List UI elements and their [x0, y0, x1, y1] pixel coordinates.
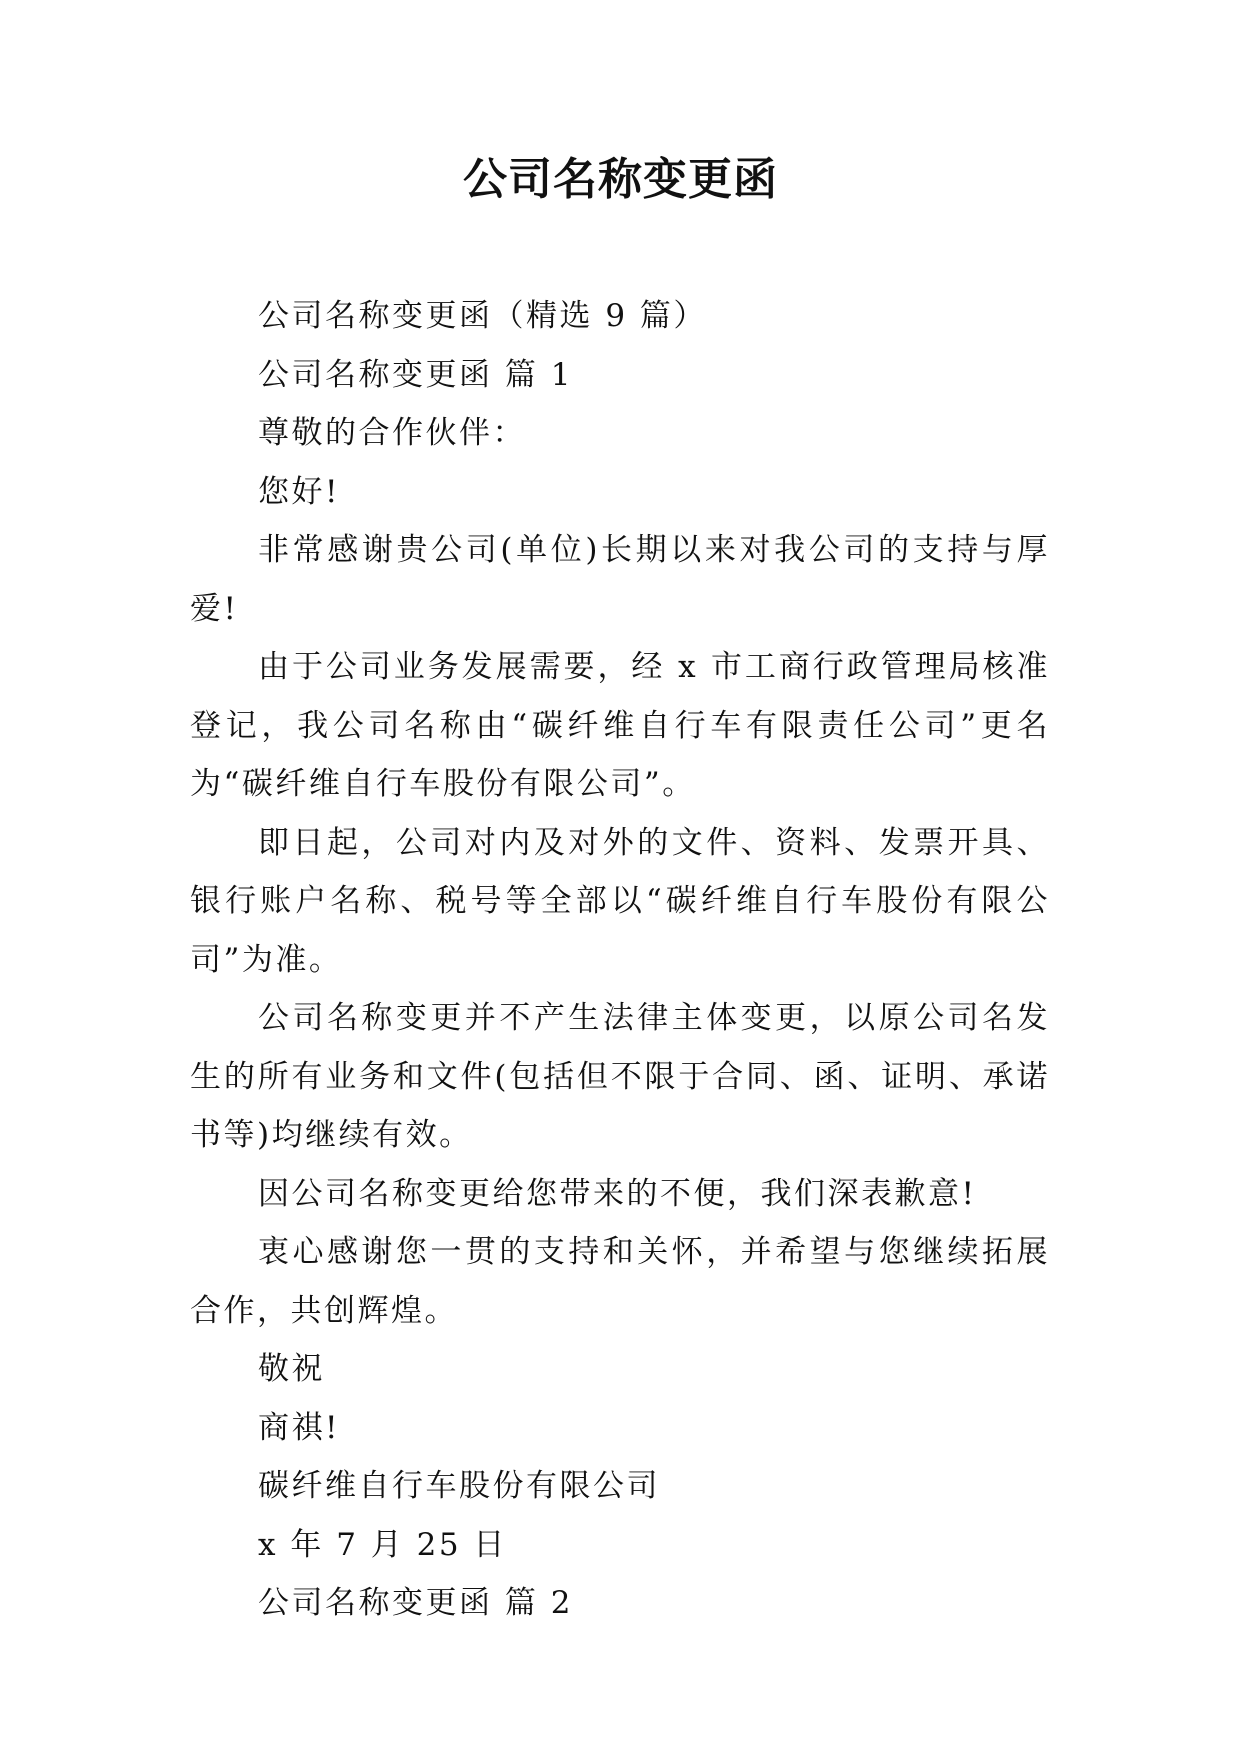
body-paragraph: 公司名称变更并不产生法律主体变更，以原公司名发生的所有业务和文件(包括但不限于合同、函、证明、承诺书等)均继续有效。	[190, 1000, 1050, 1153]
body-paragraph: 衷心感谢您一贯的支持和关怀，并希望与您继续拓展合作，共创辉煌。	[190, 1234, 1050, 1329]
section-heading: 公司名称变更函 篇 1	[258, 356, 573, 393]
signature-date: x 年 7 月 25 日	[258, 1526, 507, 1563]
body-paragraph: 由于公司业务发展需要，经 x 市工商行政管理局核准登记，我公司名称由“碳纤维自行车有限责任公司”更名为“碳纤维自行车股份有限公司”。	[190, 649, 1050, 802]
body-paragraph: 即日起，公司对内及对外的文件、资料、发票开具、银行账户名称、税号等全部以“碳纤维自行车股份有限公司”为准。	[190, 824, 1050, 978]
doc-subtitle: 公司名称变更函（精选 9 篇）	[258, 298, 707, 334]
section-heading: 公司名称变更函 篇 2	[258, 1585, 573, 1621]
signature-company: 碳纤维自行车股份有限公司	[258, 1468, 660, 1504]
closing: 敬祝	[258, 1351, 325, 1387]
salutation: 尊敬的合作伙伴：	[258, 415, 526, 451]
body-paragraph: 非常感谢贵公司(单位)长期以来对我公司的支持与厚爱!	[190, 532, 1050, 627]
body-paragraph: 因公司名称变更给您带来的不便，我们深表歉意!	[258, 1175, 977, 1212]
document-body	[190, 287, 1050, 1633]
greeting: 您好!	[258, 473, 340, 510]
closing-wish: 商祺!	[258, 1409, 340, 1446]
document-title: 公司名称变更函	[463, 154, 778, 205]
